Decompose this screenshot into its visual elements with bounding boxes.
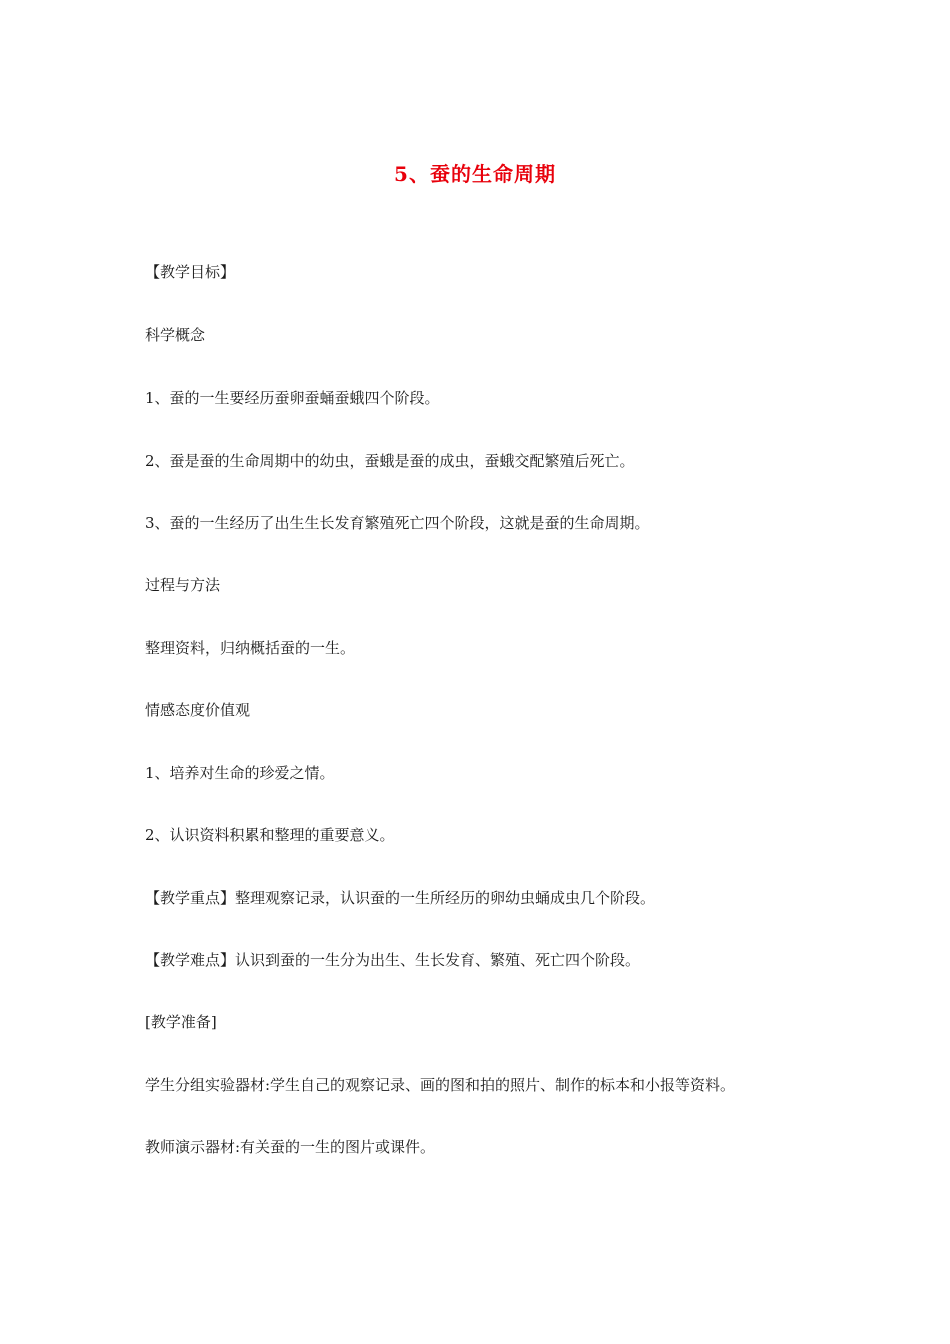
process-item: 整理资料，归纳概括蚕的一生。: [145, 639, 356, 657]
teacher-materials: 教师演示器材:有关蚕的一生的图片或课件。: [145, 1138, 436, 1156]
concept-item-3: 3、蚕的一生经历了出生生长发育繁殖死亡四个阶段，这就是蚕的生命周期。: [145, 514, 650, 532]
teaching-difficulty: 【教学难点】认识到蚕的一生分为出生、生长发育、繁殖、死亡四个阶段。: [145, 951, 641, 969]
document-title: 5、蚕的生命周期: [394, 162, 556, 186]
section-heading-teaching-goals: 【教学目标】: [145, 263, 236, 281]
student-materials: 学生分组实验器材:学生自己的观察记录、画的图和拍的照片、制作的标本和小报等资料。: [145, 1076, 736, 1094]
attitude-item-1: 1、培养对生命的珍爱之情。: [145, 764, 335, 782]
concept-item-2: 2、蚕是蚕的生命周期中的幼虫，蚕蛾是蚕的成虫，蚕蛾交配繁殖后死亡。: [145, 452, 635, 470]
subheading-attitudes-values: 情感态度价值观: [145, 701, 251, 719]
section-heading-preparation: [教学准备]: [145, 1013, 217, 1031]
subheading-process-methods: 过程与方法: [145, 576, 221, 594]
teaching-key-point: 【教学重点】整理观察记录，认识蚕的一生所经历的卵幼虫蛹成虫几个阶段。: [145, 889, 656, 907]
subheading-science-concepts: 科学概念: [145, 326, 206, 344]
concept-item-1: 1、蚕的一生要经历蚕卵蚕蛹蚕蛾四个阶段。: [145, 389, 440, 407]
attitude-item-2: 2、认识资料积累和整理的重要意义。: [145, 826, 395, 844]
